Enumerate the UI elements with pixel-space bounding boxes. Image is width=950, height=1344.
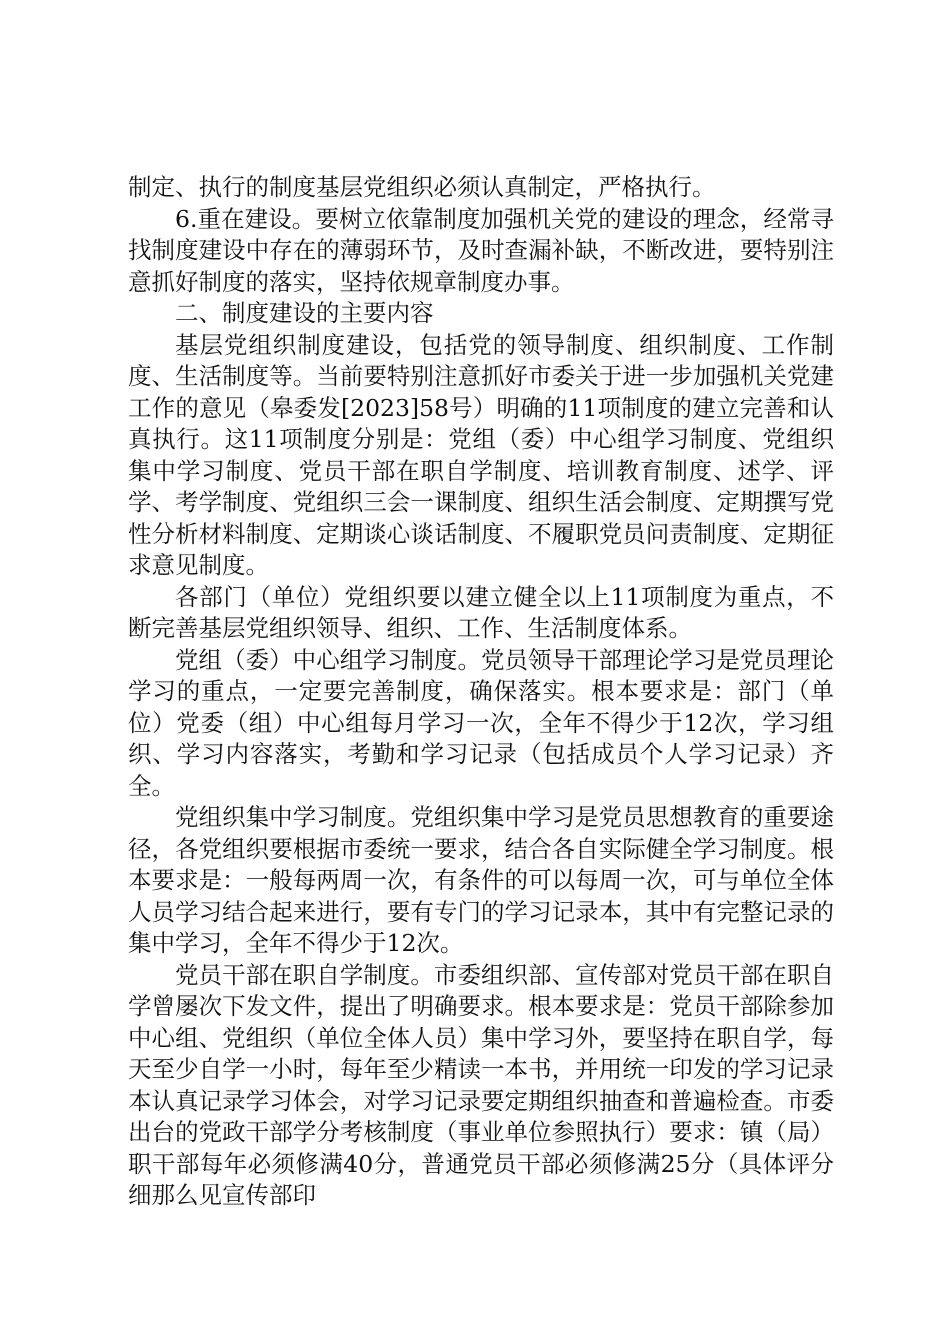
paragraph-point-6: 6.重在建设。要树立依靠制度加强机关党的建设的理念，经常寻找制度建设中存在的薄弱环节，及时查漏补缺，不断改进，要特别注意抓好制度的落实，坚持依规章制度办事。	[128, 204, 834, 296]
document-body	[128, 172, 834, 1212]
paragraph-continuation: 制定、执行的制度基层党组织必须认真制定，严格执行。	[128, 173, 716, 201]
paragraph-departments: 各部门（单位）党组织要以建立健全以上11项制度为重点，不断完善基层党组织领导、组织、工作、生活制度体系。	[128, 582, 834, 642]
paragraph-central-group-study: 党组（委）中心组学习制度。党员领导干部理论学习是党员理论学习的重点，一定要完善制度，确保落实。根本要求是：部门（单位）党委（组）中心组每月学习一次，全年不得少于12次，学习组织、学习内容落实，考勤和学习记录（包括成员个人学习记录）齐全。	[128, 645, 834, 800]
section-heading-main-content: 二、制度建设的主要内容	[175, 299, 434, 327]
paragraph-collective-study: 党组织集中学习制度。党组织集中学习是党员思想教育的重要途径，各党组织要根据市委统一要求，结合各自实际健全学习制度。根本要求是：一般每两周一次，有条件的可以每周一次，可与单位全体人员学习结合起来进行，要有专门的学习记录本，其中有完整记录的集中学习，全年不得少于12次。	[128, 803, 834, 957]
paragraph-self-study: 党员干部在职自学制度。市委组织部、宣传部对党员干部在职自学曾屡次下发文件，提出了明确要求。根本要求是：党员干部除参加中心组、党组织（单位全体人员）集中学习外，要坚持在职自学，每天至少自学一小时，每年至少精读一本书，并用统一印发的学习记录本认真记录学习体会，对学习记录要定期组织抽查和普遍检查。市委出台的党政干部学分考核制度（事业单位参照执行）要求：镇（局）职干部每年必须修满40分，普通党员干部必须修满25分（具体评分细那么见宣传部印	[128, 960, 834, 1209]
paragraph-system-overview: 基层党组织制度建设，包括党的领导制度、组织制度、工作制度、生活制度等。当前要特别注意抓好市委关于进一步加强机关党建工作的意见（皋委发[2023]58号）明确的11项制度的建立完善和认真执行。这11项制度分别是：党组（委）中心组学习制度、党组织集中学习制度、党员干部在职自学制度、培训教育制度、述学、评学、考学制度、党组织三会一课制度、组织生活会制度、定期撰写党性分析材料制度、定期谈心谈话制度、不履职党员问责制度、定期征求意见制度。	[128, 330, 834, 579]
